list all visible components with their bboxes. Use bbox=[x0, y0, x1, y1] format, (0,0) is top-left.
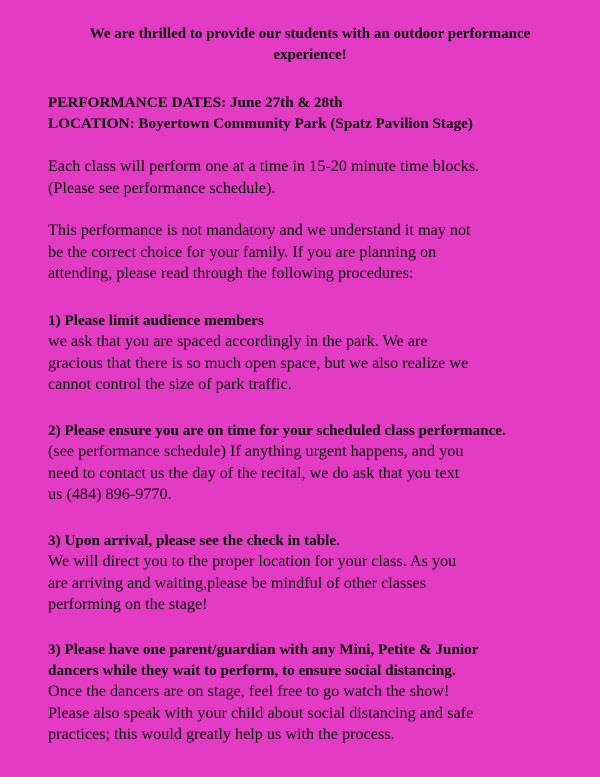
section-body-line: need to contact us the day of the recital, we do ask that you text bbox=[48, 463, 460, 482]
section-body-line: we ask that you are spaced accordingly in the park. We are bbox=[48, 332, 428, 350]
paragraph-line: This performance is not mandatory and we understand it may not bbox=[48, 221, 471, 239]
procedure-section-4 bbox=[48, 639, 588, 746]
notice-paragraph bbox=[48, 220, 588, 285]
section-body-line: are arriving and waiting,please be mindful of other classes bbox=[48, 573, 427, 592]
section-body-line: gracious that there is so much open space, but we also realize we bbox=[48, 353, 469, 372]
paragraph-line: (Please see performance schedule). bbox=[48, 178, 276, 197]
section-body-line: us (484) 896-9770. bbox=[48, 485, 172, 504]
performance-dates: PERFORMANCE DATES: June 27th & 28th bbox=[48, 94, 343, 111]
section-body-line: practices; this would greatly help us with the process. bbox=[48, 725, 395, 744]
paragraph-line: be the correct choice for your family. If you are planning on bbox=[48, 242, 437, 261]
section-heading: dancers while they wait to perform, to ensure social distancing. bbox=[48, 662, 456, 679]
section-body-line: cannot control the size of park traffic. bbox=[48, 375, 292, 394]
section-heading: 3) Please have one parent/guardian with any Mini, Petite & Junior bbox=[48, 641, 479, 658]
section-heading: 3) Upon arrival, please see the check in table. bbox=[48, 532, 340, 549]
section-heading: 2) Please ensure you are on time for your scheduled class performance. bbox=[48, 422, 506, 439]
performance-location: LOCATION: Boyertown Community Park (Spatz Pavilion Stage) bbox=[48, 115, 473, 132]
procedure-section-1 bbox=[48, 310, 588, 396]
section-body-line: performing on the stage! bbox=[48, 595, 208, 614]
schedule-paragraph bbox=[48, 156, 588, 199]
section-body-line: (see performance schedule) If anything urgent happens, and you bbox=[48, 442, 464, 460]
section-heading: 1) Please limit audience members bbox=[48, 312, 264, 329]
section-body-line: Please also speak with your child about social distancing and safe bbox=[48, 703, 474, 722]
section-body-line: We will direct you to the proper location for your class. As you bbox=[48, 552, 457, 570]
intro-line: We are thrilled to provide our students with an outdoor performance bbox=[89, 26, 531, 42]
paragraph-line: Each class will perform one at a time in 15-20 minute time blocks. bbox=[48, 157, 480, 175]
event-details bbox=[48, 92, 588, 134]
procedure-section-2 bbox=[48, 420, 588, 506]
procedure-section-3 bbox=[48, 530, 588, 616]
section-body-line: Once the dancers are on stage, feel free to go watch the show! bbox=[48, 682, 450, 700]
intro-heading bbox=[40, 24, 580, 66]
intro-line: experience! bbox=[273, 47, 347, 63]
paragraph-line: attending, please read through the following procedures: bbox=[48, 264, 414, 283]
